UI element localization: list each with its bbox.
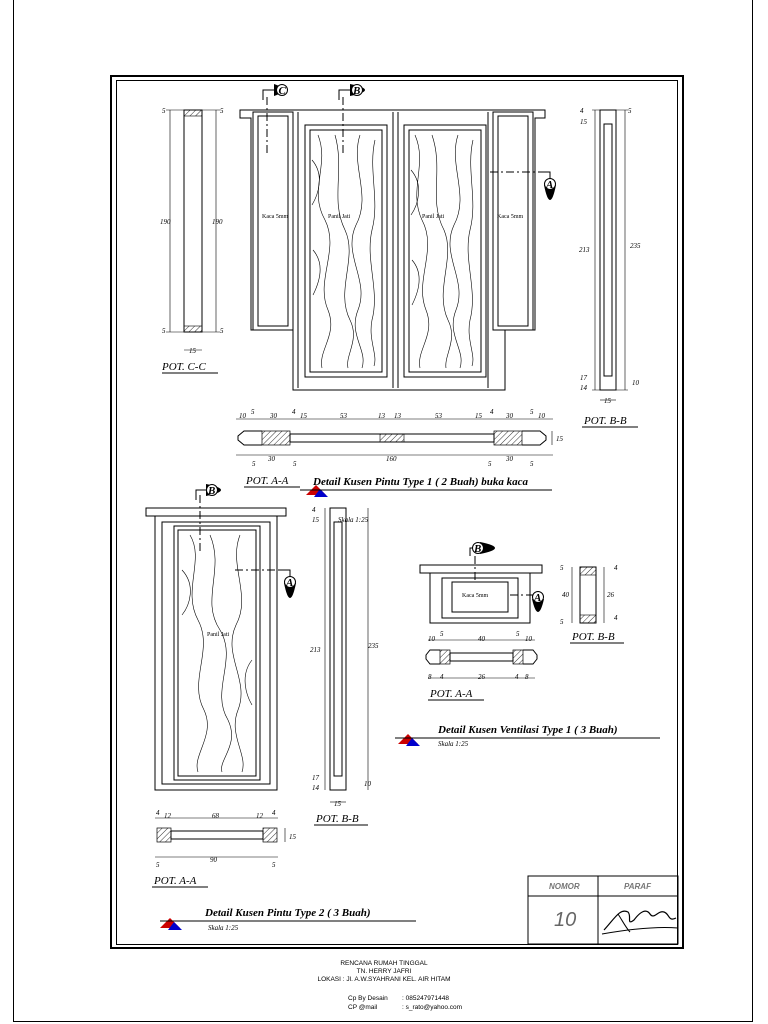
- svg-text:10: 10: [632, 379, 639, 387]
- svg-text:14: 14: [312, 784, 319, 792]
- svg-text:15: 15: [300, 412, 307, 420]
- svg-text:5: 5: [488, 460, 492, 468]
- svg-text:15: 15: [334, 800, 341, 808]
- footer-owner: TN. HERRY JAFRI: [356, 968, 412, 975]
- svg-text:4: 4: [312, 506, 316, 514]
- svg-text:13: 13: [378, 412, 385, 420]
- section-bb-1: [579, 107, 641, 427]
- svg-text:26: 26: [607, 591, 614, 599]
- svg-text:5: 5: [530, 408, 534, 416]
- title-door-type2-text: Detail Kusen Pintu Type 2 ( 3 Buah): [205, 907, 371, 919]
- footer-location: LOKASI : Jl. A.W.SYAHRANI KEL. AIR HITAM: [317, 976, 451, 983]
- svg-text:15: 15: [189, 347, 196, 355]
- title-ventilation: [395, 724, 660, 748]
- svg-text:10: 10: [525, 635, 532, 643]
- svg-text:17: 17: [580, 374, 587, 382]
- section-bb-2: [310, 506, 379, 825]
- svg-text:68: 68: [212, 812, 219, 820]
- svg-text:10: 10: [538, 412, 545, 420]
- marker-a-label-3: A: [534, 592, 542, 604]
- section-marker-a-3: [532, 592, 544, 613]
- svg-text:213: 213: [310, 646, 321, 654]
- section-aa-2: [152, 809, 297, 887]
- footer-cp-value: : 085247971448: [402, 995, 449, 1002]
- section-cc: [160, 107, 224, 373]
- svg-text:90: 90: [210, 856, 217, 864]
- svg-text:160: 160: [386, 455, 397, 463]
- svg-text:12: 12: [164, 812, 171, 820]
- svg-text:4: 4: [614, 564, 618, 572]
- svg-text:235: 235: [368, 642, 379, 650]
- svg-text:5: 5: [162, 107, 166, 115]
- svg-text:4: 4: [490, 408, 494, 416]
- svg-text:14: 14: [580, 384, 587, 392]
- section-marker-a: [540, 172, 556, 200]
- svg-text:213: 213: [579, 246, 590, 254]
- svg-text:5: 5: [252, 460, 256, 468]
- svg-text:10: 10: [364, 780, 371, 788]
- svg-text:10: 10: [239, 412, 246, 420]
- svg-text:4: 4: [440, 673, 444, 681]
- svg-text:15: 15: [475, 412, 482, 420]
- section-marker-b-3: [470, 542, 495, 556]
- footer-cp-label: Cp By Desain: [348, 995, 388, 1002]
- svg-text:15: 15: [312, 516, 319, 524]
- svg-text:15: 15: [580, 118, 587, 126]
- svg-text:30: 30: [506, 412, 513, 420]
- svg-text:26: 26: [478, 673, 485, 681]
- glass-label-left: Kaca 5mm: [262, 214, 289, 220]
- svg-text:5: 5: [293, 460, 297, 468]
- title-block: [528, 876, 678, 944]
- pot-bb-label-3: POT. B-B: [572, 631, 615, 643]
- title-door-type2: [160, 907, 416, 932]
- svg-text:53: 53: [340, 412, 347, 420]
- svg-text:4: 4: [515, 673, 519, 681]
- footer-email-value: : s_rato@yahoo.com: [402, 1004, 463, 1011]
- svg-text:5: 5: [560, 564, 564, 572]
- door-type1-elevation: [240, 97, 550, 390]
- svg-text:17: 17: [312, 774, 319, 782]
- marker-b-label-2: B: [208, 485, 216, 497]
- signature: [602, 911, 678, 934]
- svg-text:5: 5: [272, 861, 276, 869]
- pot-aa-label-3: POT. A-A: [430, 688, 473, 700]
- svg-text:4: 4: [580, 107, 584, 115]
- nomor-header: NOMOR: [549, 882, 580, 891]
- marker-a-label: A: [546, 179, 554, 191]
- svg-text:4: 4: [272, 809, 276, 817]
- svg-text:8: 8: [525, 673, 529, 681]
- scale-door-type2: Skala 1:25: [208, 924, 239, 932]
- door-type2-elevation: [146, 495, 290, 790]
- svg-text:190: 190: [212, 218, 223, 226]
- marker-b-label: B: [353, 85, 361, 97]
- svg-text:30: 30: [506, 455, 513, 463]
- glass-label-right: Kaca 5mm: [497, 214, 524, 220]
- section-aa-3: [426, 630, 537, 700]
- svg-text:235: 235: [630, 242, 641, 250]
- scale-bb-2: Skala 1:25: [338, 516, 369, 524]
- svg-text:40: 40: [478, 635, 485, 643]
- svg-text:5: 5: [220, 327, 224, 335]
- footer-email-label: CP @mail: [348, 1004, 378, 1011]
- svg-text:30: 30: [268, 455, 275, 463]
- svg-text:5: 5: [251, 408, 255, 416]
- ventilation-elevation: [420, 556, 542, 623]
- svg-text:40: 40: [562, 591, 569, 599]
- svg-text:5: 5: [628, 107, 632, 115]
- marker-c-label: C: [278, 85, 286, 97]
- svg-text:5: 5: [560, 618, 564, 626]
- pot-bb-label-2: POT. B-B: [316, 813, 359, 825]
- glass-label-vent: Kaca 5mm: [462, 593, 489, 599]
- svg-text:12: 12: [256, 812, 263, 820]
- svg-text:53: 53: [435, 412, 442, 420]
- panel-label-left: Panil Jati: [328, 214, 351, 220]
- pot-aa-label-1: POT. A-A: [246, 475, 289, 487]
- svg-text:15: 15: [289, 833, 296, 841]
- panel-label-right: Panil Jati: [422, 214, 445, 220]
- svg-text:4: 4: [156, 809, 160, 817]
- title-ventilation-text: Detail Kusen Ventilasi Type 1 ( 3 Buah): [438, 724, 618, 736]
- svg-text:30: 30: [270, 412, 277, 420]
- svg-text:4: 4: [292, 408, 296, 416]
- svg-text:190: 190: [160, 218, 171, 226]
- marker-a-label-2: A: [286, 577, 294, 589]
- sheet-number: 10: [554, 909, 577, 931]
- svg-text:15: 15: [604, 397, 611, 405]
- svg-text:8: 8: [428, 673, 432, 681]
- pot-aa-label-2: POT. A-A: [154, 875, 197, 887]
- section-marker-a-2: [280, 570, 296, 598]
- section-bb-3: [560, 564, 624, 643]
- svg-text:15: 15: [556, 435, 563, 443]
- svg-text:13: 13: [394, 412, 401, 420]
- title-door-type1: [300, 476, 552, 497]
- title-door-type1-text: Detail Kusen Pintu Type 1 ( 2 Buah) buka kaca: [313, 476, 529, 488]
- svg-text:5: 5: [162, 327, 166, 335]
- svg-text:5: 5: [156, 861, 160, 869]
- panel-label-door2: Panil Jati: [207, 632, 230, 638]
- svg-text:10: 10: [428, 635, 435, 643]
- scale-ventilation: Skala 1:25: [438, 740, 469, 748]
- svg-text:5: 5: [530, 460, 534, 468]
- pot-bb-label-1: POT. B-B: [584, 415, 627, 427]
- paraf-header: PARAF: [624, 882, 651, 891]
- footer-project: RENCANA RUMAH TINGGAL: [340, 960, 428, 967]
- pot-cc-label: POT. C-C: [162, 361, 206, 373]
- svg-text:5: 5: [220, 107, 224, 115]
- svg-text:5: 5: [516, 630, 520, 638]
- footer-project-info: [0, 960, 768, 984]
- svg-text:5: 5: [440, 630, 444, 638]
- marker-b-label-3: B: [474, 543, 482, 555]
- svg-text:4: 4: [614, 614, 618, 622]
